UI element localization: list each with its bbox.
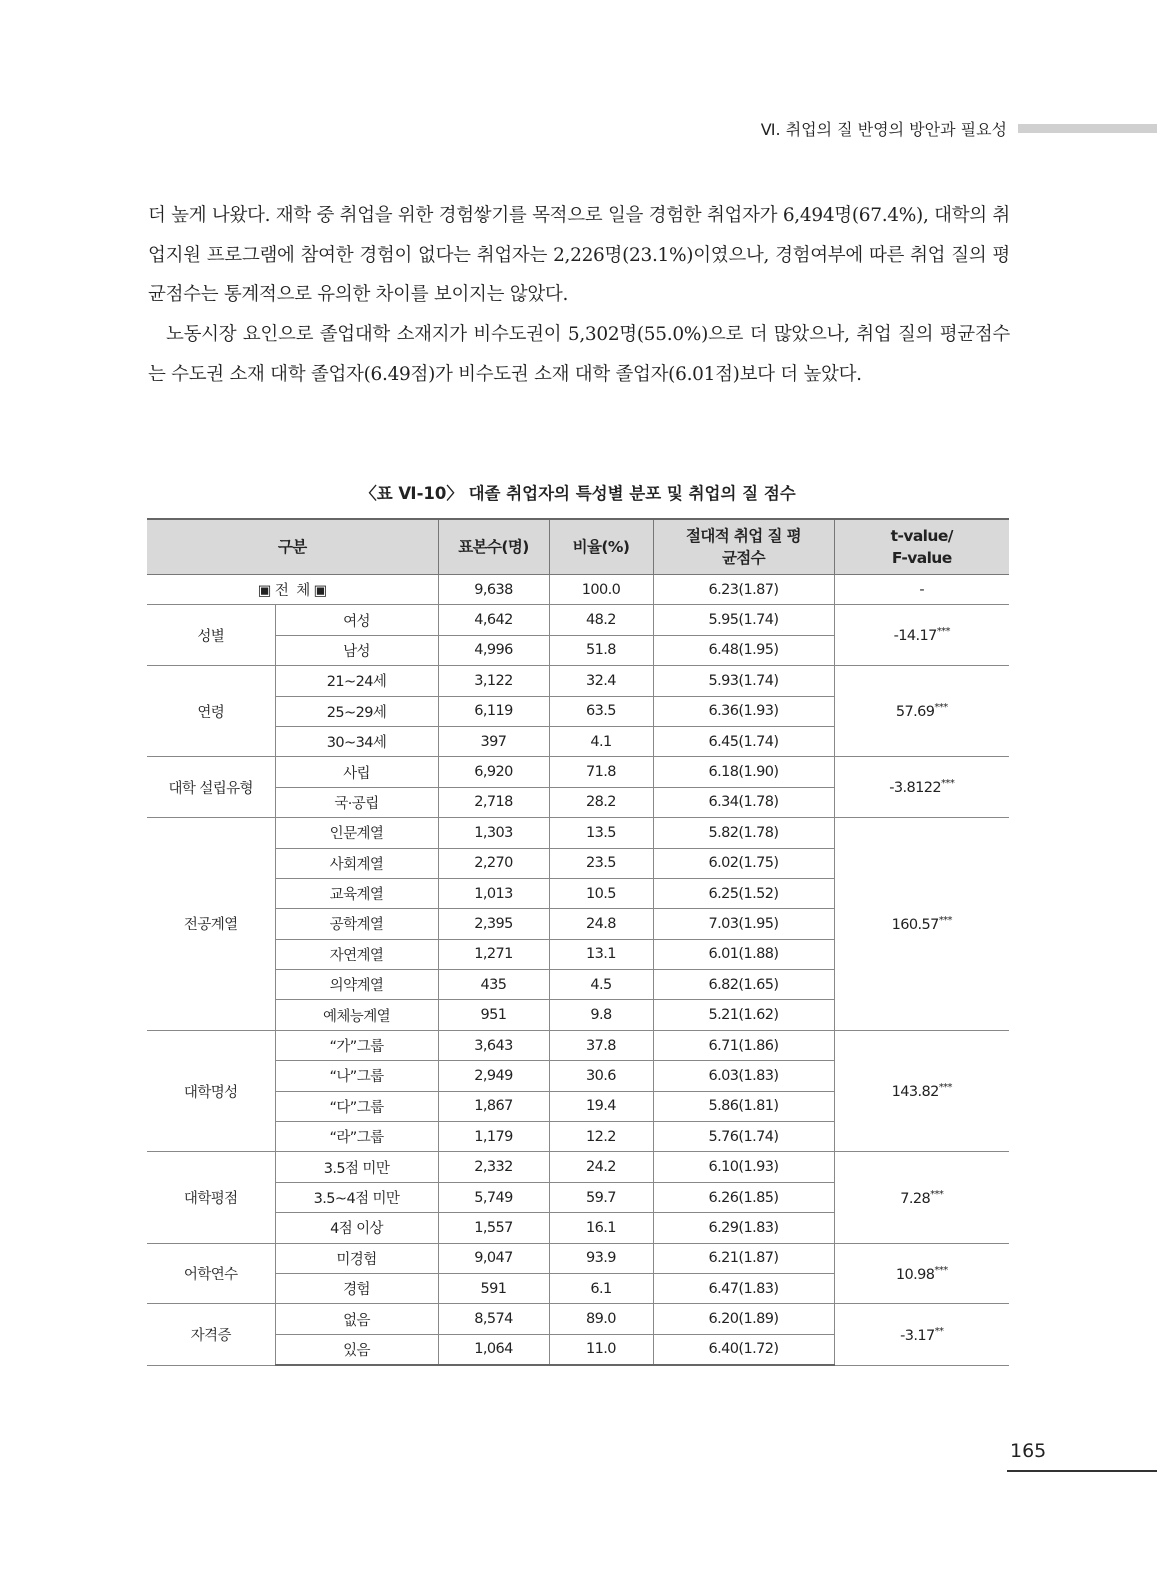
cell: 5.93(1.74) — [653, 666, 834, 696]
cell: 5,749 — [438, 1182, 549, 1212]
stat-number: -3.8122 — [889, 780, 942, 797]
stat-value — [834, 605, 1009, 666]
cell: 59.7 — [549, 1182, 653, 1212]
cell: 1,179 — [438, 1122, 549, 1152]
cell: 6.82(1.65) — [653, 970, 834, 1000]
cell: 5.82(1.78) — [653, 818, 834, 848]
stat-number: -14.17 — [893, 628, 937, 645]
row-label: 교육계열 — [275, 878, 438, 908]
cell: 397 — [438, 726, 549, 756]
group-label: 대학평점 — [147, 1152, 275, 1243]
group-label: 성별 — [147, 605, 275, 666]
stat-value — [834, 818, 1009, 1031]
cell: 1,271 — [438, 939, 549, 969]
row-label: 공학계열 — [275, 909, 438, 939]
cell: 6,119 — [438, 696, 549, 726]
cell: 4.5 — [549, 970, 653, 1000]
col-header: 구분 — [147, 519, 438, 575]
cell: 4,642 — [438, 605, 549, 635]
group-label: 어학연수 — [147, 1243, 275, 1304]
cell: 93.9 — [549, 1243, 653, 1273]
paragraph: 더 높게 나왔다. 재학 중 취업을 위한 경험쌓기를 목적으로 일을 경험한 취업자가 6,494명(67.4%), 대학의 취업지원 프로그램에 참여한 경험이 없다는 취업자는 2,226명(23.1%)이였으나, 경험여부에 따른 취업 질의 평균점수는 통계적으로 유의한 차이를 보이지는 않았다. — [148, 205, 1010, 306]
table-row — [147, 1243, 1009, 1273]
stat-number: 160.57 — [891, 916, 939, 933]
row-label: 4점 이상 — [275, 1213, 438, 1243]
total-label: ▣ 전 체 ▣ — [147, 575, 438, 605]
cell: 13.1 — [549, 939, 653, 969]
row-label: 없음 — [275, 1304, 438, 1334]
table-row — [147, 1304, 1009, 1334]
col-header: 절대적 취업 질 평균점수 — [653, 519, 834, 575]
page-number-line — [1007, 1470, 1157, 1472]
row-label: “라”그룹 — [275, 1122, 438, 1152]
cell: 1,064 — [438, 1334, 549, 1365]
cell: 13.5 — [549, 818, 653, 848]
cell: 28.2 — [549, 787, 653, 817]
row-label: “다”그룹 — [275, 1091, 438, 1121]
stat-value — [834, 1243, 1009, 1304]
cell: 6.20(1.89) — [653, 1304, 834, 1334]
row-label: 자연계열 — [275, 939, 438, 969]
col-header: t-value/ F-value — [834, 519, 1009, 575]
cell: 6.21(1.87) — [653, 1243, 834, 1273]
col-header: 표본수(명) — [438, 519, 549, 575]
row-label: 21~24세 — [275, 666, 438, 696]
table-row — [147, 605, 1009, 635]
chapter-header: Ⅵ. 취업의 질 반영의 방안과 필요성 — [760, 120, 1007, 139]
cell: 9.8 — [549, 1000, 653, 1030]
paragraph: 노동시장 요인으로 졸업대학 소재지가 비수도권이 5,302명(55.0%)으로 더 많았으나, 취업 질의 평균점수는 수도권 소재 대학 졸업자(6.49점)가 비수도권 소재 대학 졸업자(6.01점)보다 더 높았다. — [148, 324, 1010, 385]
cell: 6.71(1.86) — [653, 1030, 834, 1060]
col-header: 비율(%) — [549, 519, 653, 575]
cell: 6.36(1.93) — [653, 696, 834, 726]
data-table — [147, 518, 1009, 1366]
cell: 30.6 — [549, 1061, 653, 1091]
cell: 24.8 — [549, 909, 653, 939]
cell: 6.29(1.83) — [653, 1213, 834, 1243]
row-label: 경험 — [275, 1273, 438, 1303]
cell: 6.23(1.87) — [653, 575, 834, 605]
significance-mark: ** — [934, 1325, 944, 1337]
row-label: 남성 — [275, 635, 438, 665]
row-label: 25~29세 — [275, 696, 438, 726]
cell: 24.2 — [549, 1152, 653, 1182]
cell: 1,303 — [438, 818, 549, 848]
row-label: 미경험 — [275, 1243, 438, 1273]
row-label: 사립 — [275, 757, 438, 787]
cell: 435 — [438, 970, 549, 1000]
cell: 63.5 — [549, 696, 653, 726]
cell: 7.03(1.95) — [653, 909, 834, 939]
group-label: 자격증 — [147, 1304, 275, 1365]
cell: 1,557 — [438, 1213, 549, 1243]
cell: 8,574 — [438, 1304, 549, 1334]
cell: 2,718 — [438, 787, 549, 817]
cell: 6.03(1.83) — [653, 1061, 834, 1091]
row-label: 예체능계열 — [275, 1000, 438, 1030]
significance-mark: *** — [938, 915, 952, 927]
stat-value — [834, 666, 1009, 757]
table-row — [147, 1030, 1009, 1060]
cell: 951 — [438, 1000, 549, 1030]
cell: 5.76(1.74) — [653, 1122, 834, 1152]
table-row — [147, 1152, 1009, 1182]
group-label: 대학명성 — [147, 1030, 275, 1152]
stat-value — [834, 1304, 1009, 1365]
cell: - — [834, 575, 1009, 605]
cell: 6.02(1.75) — [653, 848, 834, 878]
cell: 23.5 — [549, 848, 653, 878]
cell: 1,013 — [438, 878, 549, 908]
stat-value — [834, 1030, 1009, 1152]
cell: 6,920 — [438, 757, 549, 787]
header-bar — [1018, 124, 1157, 133]
cell: 2,395 — [438, 909, 549, 939]
cell: 48.2 — [549, 605, 653, 635]
table-row — [147, 818, 1009, 848]
significance-mark: *** — [936, 626, 950, 638]
group-label: 연령 — [147, 666, 275, 757]
cell: 19.4 — [549, 1091, 653, 1121]
cell: 10.5 — [549, 878, 653, 908]
cell: 3,643 — [438, 1030, 549, 1060]
cell: 4.1 — [549, 726, 653, 756]
cell: 6.40(1.72) — [653, 1334, 834, 1365]
row-label: 30~34세 — [275, 726, 438, 756]
stat-value — [834, 1152, 1009, 1243]
cell: 51.8 — [549, 635, 653, 665]
stat-number: 7.28 — [900, 1190, 931, 1207]
cell: 5.21(1.62) — [653, 1000, 834, 1030]
cell: 6.26(1.85) — [653, 1182, 834, 1212]
row-label: “나”그룹 — [275, 1061, 438, 1091]
body-text — [148, 196, 1010, 395]
row-label: 있음 — [275, 1334, 438, 1365]
cell: 16.1 — [549, 1213, 653, 1243]
significance-mark: *** — [930, 1188, 944, 1200]
page-number: 165 — [1010, 1440, 1047, 1462]
cell: 5.86(1.81) — [653, 1091, 834, 1121]
cell: 9,638 — [438, 575, 549, 605]
cell: 2,270 — [438, 848, 549, 878]
cell: 6.45(1.74) — [653, 726, 834, 756]
row-label: 사회계열 — [275, 848, 438, 878]
table-caption: 〈표 Ⅵ-10〉 대졸 취업자의 특성별 분포 및 취업의 질 점수 — [360, 484, 796, 503]
cell: 12.2 — [549, 1122, 653, 1152]
row-label: 인문계열 — [275, 818, 438, 848]
cell: 4,996 — [438, 635, 549, 665]
table-header-row — [147, 519, 1009, 575]
cell: 9,047 — [438, 1243, 549, 1273]
cell: 6.34(1.78) — [653, 787, 834, 817]
cell: 5.95(1.74) — [653, 605, 834, 635]
cell: 100.0 — [549, 575, 653, 605]
cell: 32.4 — [549, 666, 653, 696]
significance-mark: *** — [934, 1264, 948, 1276]
row-label: 여성 — [275, 605, 438, 635]
cell: 591 — [438, 1273, 549, 1303]
stat-number: 57.69 — [895, 704, 935, 721]
cell: 6.1 — [549, 1273, 653, 1303]
cell: 37.8 — [549, 1030, 653, 1060]
significance-mark: *** — [941, 778, 955, 790]
cell: 6.01(1.88) — [653, 939, 834, 969]
cell: 3,122 — [438, 666, 549, 696]
cell: 6.48(1.95) — [653, 635, 834, 665]
table-row — [147, 666, 1009, 696]
significance-mark: *** — [934, 702, 948, 714]
cell: 2,332 — [438, 1152, 549, 1182]
row-label: “가”그룹 — [275, 1030, 438, 1060]
stat-number: 10.98 — [895, 1266, 935, 1283]
row-label: 의약계열 — [275, 970, 438, 1000]
cell: 71.8 — [549, 757, 653, 787]
cell: 6.47(1.83) — [653, 1273, 834, 1303]
cell: 1,867 — [438, 1091, 549, 1121]
table-row — [147, 757, 1009, 787]
group-label: 전공계열 — [147, 818, 275, 1031]
row-label: 3.5점 미만 — [275, 1152, 438, 1182]
cell: 6.10(1.93) — [653, 1152, 834, 1182]
stat-number: -3.17 — [900, 1327, 935, 1344]
cell: 6.25(1.52) — [653, 878, 834, 908]
stat-value — [834, 757, 1009, 818]
cell: 2,949 — [438, 1061, 549, 1091]
significance-mark: *** — [938, 1082, 952, 1094]
group-label: 대학 설립유형 — [147, 757, 275, 818]
table-row-total — [147, 575, 1009, 605]
stat-number: 143.82 — [891, 1084, 939, 1101]
cell: 6.18(1.90) — [653, 757, 834, 787]
cell: 89.0 — [549, 1304, 653, 1334]
cell: 11.0 — [549, 1334, 653, 1365]
row-label: 국·공립 — [275, 787, 438, 817]
row-label: 3.5~4점 미만 — [275, 1182, 438, 1212]
